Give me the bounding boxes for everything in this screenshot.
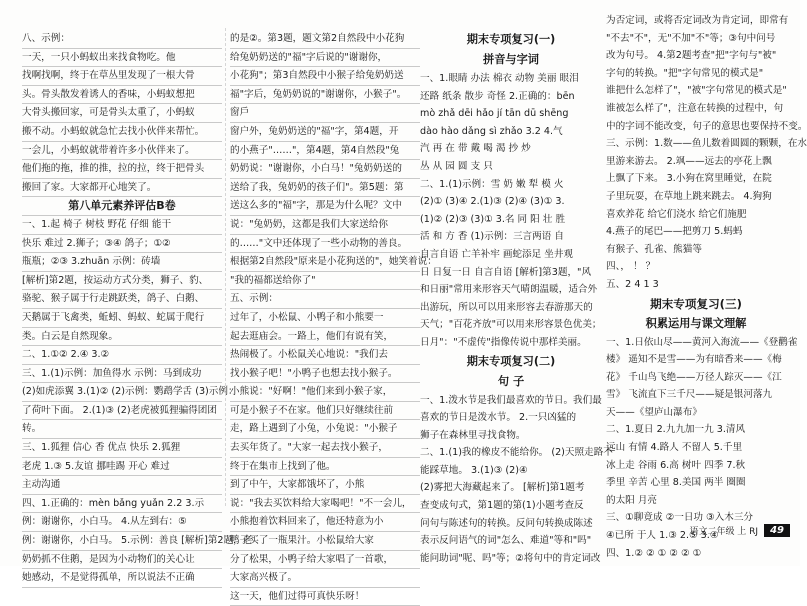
answer-line: 了荷叶下面。 2.(1)③ (2)老虎被狐狸骗得团团 [22, 402, 222, 421]
answer-line: 狮子在森林里寻找食物。 [420, 429, 526, 441]
answer-line: 问句与陈述句的转换。反问句转换成陈述 [420, 517, 593, 529]
answer-line: 骆驼、猴子属于行走跳跃类，鸽子、白鹅、 [22, 290, 222, 309]
answer-line: 天气；"百花齐放"可以用来形容景色优美； [420, 319, 602, 331]
answer-line: 他们拖的拖，推的推，拉的拉，终于把骨头 [22, 160, 222, 179]
answer-line: 汽 再 在 带 戴 喝 渴 抄 炒 [420, 143, 531, 155]
answer-line: 日月"："不虚传"指像传说中那样美丽。 [420, 336, 587, 348]
answer-line: 一、1.泼水节是我们最喜欢的节日。我们最 [420, 394, 602, 406]
answer-line: 4.燕子的尾巴——把剪刀 5.蚂蚂 [606, 226, 743, 238]
answer-line: 谁被怎么样了"，注意在转换的过程中，句 [606, 102, 784, 114]
answer-line: 丛 从 园 圆 支 只 [420, 160, 493, 172]
answer-line: 日 日复一日 自言自语 [解析]第3题，"风 [420, 266, 592, 278]
column-divider [225, 28, 226, 506]
answer-line: 一、1.起 椅子 树枝 野花 仔细 能干 [22, 216, 222, 235]
answer-line: 天——《望庐山瀑布》 [606, 406, 702, 418]
answer-line: 三、①聊竟成 ②一日功 ③入木三分 [606, 512, 754, 524]
answer-line: "我的福都送给你了" [230, 272, 420, 291]
answer-line: dào hào dǎng sì zhǎo 3.2 4.气 [420, 125, 563, 137]
answer-line: 窗戶 [230, 104, 420, 123]
answer-line: 三、1.狐狸 信心 香 优点 快乐 2.狐狸 [22, 439, 222, 458]
answer-line: 三、示例：1.数——鱼儿数着圆圆的颗颗，在水 [606, 138, 807, 150]
column-4 [606, 12, 807, 562]
answer-line: [解析]第2题，按运动方式分类，狮子、豹、 [22, 272, 222, 291]
answer-line: (2)① (3)④ 2.(1)③ (2)④ (3)① 3. [420, 196, 565, 208]
answer-line: 例：谢谢你，小白马。 4.从左到右：⑤ [22, 513, 222, 532]
footer-book-label: 语文二年级 上 RJ [689, 527, 759, 537]
answer-line: (2)雾把大海藏起来了。 [解析]第1题考 [420, 482, 585, 494]
answer-line: "不去"不"，无"不加"不"等；③句中问号 [606, 32, 776, 44]
answer-line: 大家高兴极了。 [230, 569, 420, 588]
answer-line: 搬不动。小蚂蚁就急忙去找小伙伴来帮忙。 [22, 123, 222, 142]
answer-line: 送这么多的"福"字，那是为什么呢？文中 [230, 197, 420, 216]
answer-line: 终于在集市上找到了他。 [230, 458, 420, 477]
section-subheading-accumulation: 积累运用与课文理解 [645, 316, 747, 330]
answer-line: 大骨头搬回家，可是骨头太重了，小蚂蚁 [22, 104, 222, 123]
column-2 [230, 30, 437, 606]
answer-line: 说："兔奶奶，这都是我们大家送给你 [230, 216, 420, 235]
answer-line: 奶奶抓不住鹅，是因为小动物们的关心让 [22, 551, 222, 570]
page-number: 49 [764, 524, 790, 537]
answer-line: 二、1.夏日 2.九九加一九 3.清风 [606, 424, 746, 436]
section-subheading-sentences: 句 子 [497, 374, 525, 388]
answer-line: 查变成句式，第1题的第(1)小题考查反 [420, 500, 584, 512]
answer-line: 走，路上遇到了小兔，小兔说："小猴子 [230, 420, 420, 439]
answer-line: 根据第2自然段"原来是小花狗送的"，她笑着说： [230, 253, 420, 272]
answer-line: 楼》 遥知不是雪——为有暗香来——《梅 [606, 354, 782, 366]
answer-line: 远山 有情 4.路人 不留人 5.千里 [606, 442, 743, 454]
answer-line: 一、1.日依山尽——黄河入海流——《登鹳雀 [606, 336, 798, 348]
answer-line: 一天，一只小蚂蚁出来找食物吃。他 [22, 49, 222, 68]
answer-line: 的太阳 月亮 [606, 494, 658, 506]
answer-line: 天鹅属于飞禽类，蚯蚓、蚂蚁、蛇属于爬行 [22, 309, 222, 328]
answer-line: 找啊找啊，终于在草丛里发现了一根大骨 [22, 67, 222, 86]
answer-line: 分了松果，小鸭子给大家唱了一首歌， [230, 551, 420, 570]
answer-line: 类。白云是自然现象。 [22, 328, 222, 347]
answer-line: (2)如虎添翼 3.(1)② (2)示例：鹦鹉学舌 (3)示例： [22, 383, 222, 402]
answer-line: 的……"文中还体现了一些小动物的善良。 [230, 235, 420, 254]
answer-line: 雪》 飞流直下三千尺——疑是银河落九 [606, 389, 773, 401]
answer-line: 八、示例： [22, 30, 222, 49]
answer-line: 五、示例： [230, 290, 420, 309]
answer-line: 子里玩耍，在草地上跳来跳去。 4.狗狗 [606, 190, 772, 202]
answer-line: 这一天，他们过得可真快乐呀！ [230, 588, 420, 606]
answer-line: 还路 纸条 散步 奇怪 2.正确的：bēn [420, 90, 575, 102]
answer-line: 喜欢的节日是泼水节。 2.一只凶猛的 [420, 412, 577, 424]
answer-line: 三、1.(1)示例：加鱼得水 示例：马到成功 [22, 365, 222, 384]
answer-line: 老虎 1.③ 5.友谊 挪哇踢 开心 难过 [22, 458, 222, 477]
answer-line: 鸭子买了一瓶果汁。小松鼠给大家 [230, 532, 420, 551]
answer-line: 活 和 方 香 (1)示例：三言两语 自 [420, 231, 564, 243]
answer-line: 二、1.①② 2.④ 3.② [22, 346, 222, 365]
section-heading-review-3: 期末专项复习(三) [650, 296, 742, 311]
answer-line: 四、1.正确的：mèn bǎng yuǎn 2.2 3.示 [22, 495, 222, 514]
answer-line: 五、2 4 1 3 [606, 278, 659, 290]
answer-line: (1)② (2)③ (3)① 3.名 同 阳 壮 胜 [420, 213, 566, 225]
answer-line: 例：谢谢你，小白马。 5.示例：善良 [解析]第2题，老 [22, 532, 222, 551]
answer-line: 去买年货了。"大家一起去找小猴子， [230, 439, 420, 458]
answer-line: 中的字词不能改变，句子的意思也要保持不变。 [606, 120, 807, 132]
section-heading-review-2: 期末专项复习(二) [466, 354, 556, 368]
answer-line: 她感动，不是觉得孤单，所以说法不正确 [22, 569, 222, 588]
answer-line: 四、， ！ ？ [606, 261, 656, 273]
answer-line: 冰上走 谷雨 6.高 树叶 四季 7.秋 [606, 459, 746, 471]
answer-line: ④已所 于人 1.③ 2.⑤ 3.④ [606, 530, 719, 542]
answer-line: 的是②。第3题，题文第2自然段中小花狗 [230, 30, 420, 49]
answer-line: 转。 [22, 420, 222, 439]
answer-line: 和日丽"常用来形容天气晴朗温暖，适合外 [420, 284, 598, 296]
answer-line: 小熊抱着饮料回来了，他还特意为小 [230, 513, 420, 532]
answer-line: 四、1.② ② ① ② ② ① [606, 547, 702, 559]
column-3 [420, 30, 613, 567]
answer-line: 第八单元素养评估B卷 [22, 197, 222, 216]
answer-line: 改为句号。 4.第2题考查"把"字句与"被" [606, 50, 777, 62]
answer-line: 说："我去买饮料给大家喝吧！"不一会儿， [230, 495, 420, 514]
answer-line: 搬回了家。大家都开心地笑了。 [22, 179, 222, 198]
answer-line: 送给了我，兔奶奶的孩子们"。第5题：第 [230, 179, 420, 198]
answer-line: 表示反问语气的词"怎么、难道"等和"吗" [420, 535, 592, 547]
answer-line: 自言自语 亡羊补牢 画蛇添足 坐井观 [420, 248, 574, 260]
answer-line: 瓶瓶；②③ 3.zhuān 示例：砖墙 [22, 253, 222, 272]
answer-line: 一会儿，小蚂蚁就带着许多小伙伴来了。 [22, 142, 222, 161]
answer-line: 季里 辛苦 心里 8.美国 两半 圈圈 [606, 477, 746, 489]
answer-line: 能问助词"呢、吗"等；②将句中的肯定词改 [420, 552, 601, 564]
answer-line: mò zhǎ dēi hǎo jí tān dū shēng [420, 108, 569, 120]
answer-line: 给兔奶奶送的"福"字后说的"谢谢你， [230, 49, 420, 68]
answer-line: 一、1.眼睛 办法 棉衣 动物 美丽 眼泪 [420, 73, 579, 84]
answer-line: 的小燕子"……"，第4题，第4自然段"兔 [230, 142, 420, 161]
answer-line: 主动沟通 [22, 476, 222, 495]
answer-line: 福"字后，兔奶奶说的"谢谢你，小猴子"。 [230, 86, 420, 105]
section-heading-review-1: 期末专项复习(一) [466, 33, 556, 46]
page-footer [689, 524, 790, 537]
answer-line: 二、1.(1)我的橡皮不能给你。 (2)天照走路不 [420, 447, 613, 459]
answer-line: 头。骨头散发着诱人的香味，小蚂蚁想把 [22, 86, 222, 105]
answer-line: 到了中午，大家都饿坏了，小熊 [230, 476, 420, 495]
answer-line: 为否定词，或将否定词改为肯定词，即常有 [606, 15, 789, 26]
answer-line: 谁把什么怎样了"，"被"字句常见的模式是" [606, 85, 787, 97]
answer-line: 可是小猴子不在家。他们只好继续往前 [230, 402, 420, 421]
answer-line: 二、1.(1)示例：雪 奶 嫩 犁 模 火 [420, 178, 564, 190]
answer-line: 能踩草地。 3.(1)③ (2)④ [420, 464, 528, 476]
answer-line: 热闹极了。小松鼠关心地说："我们去 [230, 346, 420, 365]
answer-line: 小熊说："好啊！"他们来到小猴子家， [230, 383, 420, 402]
answer-line: 奶奶说："谢谢你，小白马！"兔奶奶送的 [230, 160, 420, 179]
answer-line: 上飘了下来。 3.小狗在窝里睡觉，在院 [606, 173, 772, 185]
answer-line: 花》 千山鸟飞绝——万径人踪灭——《江 [606, 371, 782, 383]
answer-line: 出游玩，所以可以用来形容去春游那天的 [420, 301, 593, 313]
answer-line: 找小猴子吧！"小鸭子也想去找小猴子。 [230, 365, 420, 384]
answer-line: 字句的转换。"把"字句常见的模式是" [606, 67, 764, 79]
answer-line: 起去逛庙会。一路上，他们有说有笑， [230, 328, 420, 347]
answer-line: 窗户外，兔奶奶送的"福"字，第4题，开 [230, 123, 420, 142]
answer-line: 喜欢养花 给它们浇水 给它们施肥 [606, 208, 747, 220]
section-subheading-pinyin: 拼音与字词 [483, 53, 539, 66]
answer-line: 里游来游去。 2.飒——远去的亭花上飘 [606, 155, 772, 167]
answer-line: 快乐 难过 2.狮子；③④ 鸽子；①② [22, 235, 222, 254]
answer-line: 小花狗"；第3自然段中小猴子给兔奶奶送 [230, 67, 420, 86]
answer-line: 有猴子、孔雀、熊猫等 [606, 243, 702, 255]
answer-line: 过年了，小松鼠、小鸭子和小熊要一 [230, 309, 420, 328]
